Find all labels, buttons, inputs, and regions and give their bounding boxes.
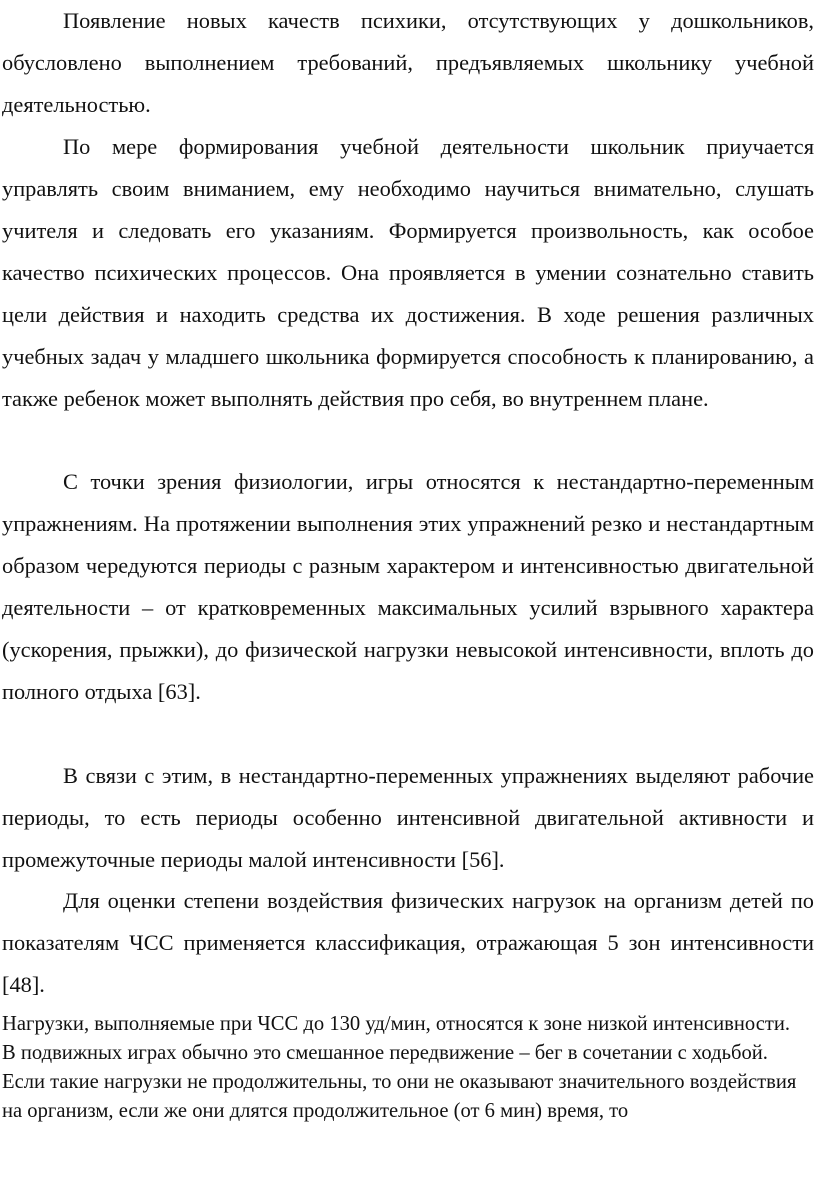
- paragraph-1: Появление новых качеств психики, отсутствующих у дошкольников, обусловлено выполнением требований, предъявляемых школьнику учебной деятельностью.: [2, 8, 814, 117]
- paragraph-4: В связи с этим, в нестандартно-переменных упражнениях выделяют рабочие периоды, то есть периоды особенно интенсивной двигательной активности и промежуточные периоды малой интенсивности [56].: [2, 763, 814, 872]
- paragraph-tail: Нагрузки, выполняемые при ЧСС до 130 уд/мин, относятся к зоне низкой интенсивности. В подвижных играх обычно это смешанное передвижение – бег в сочетании с ходьбой. Если такие нагрузки не продолжительны, то они не оказывают значительного воздействия на организм, если же они длятся продолжительное (от 6 мин) время, то: [2, 1013, 797, 1122]
- paragraph-5: Для оценки степени воздействия физических нагрузок на организм детей по показателям ЧСС применяется классификация, отражающая 5 зон интенсивности [48].: [2, 888, 814, 997]
- paragraph-2: По мере формирования учебной деятельности школьник приучается управлять своим вниманием, ему необходимо научиться внимательно, слушать учителя и следовать его указаниям. Формируется произвольность, как особое качество психических процессов. Она проявляется в умении сознательно ставить цели действия и находить средства их достижения. В ходе решения различных учебных задач у младшего школьника формируется способность к планированию, а также ребенок может выполнять действия про себя, во внутреннем плане.: [2, 134, 814, 411]
- paragraph-3: С точки зрения физиологии, игры относятся к нестандартно-переменным упражнениям. На протяжении выполнения этих упражнений резко и нестандартным образом чередуются периоды с разным характером и интенсивностью двигательной деятельности – от кратковременных максимальных усилий взрывного характера (ускорения, прыжки), до физической нагрузки невысокой интенсивности, вплоть до полного отдыха [63].: [2, 469, 814, 704]
